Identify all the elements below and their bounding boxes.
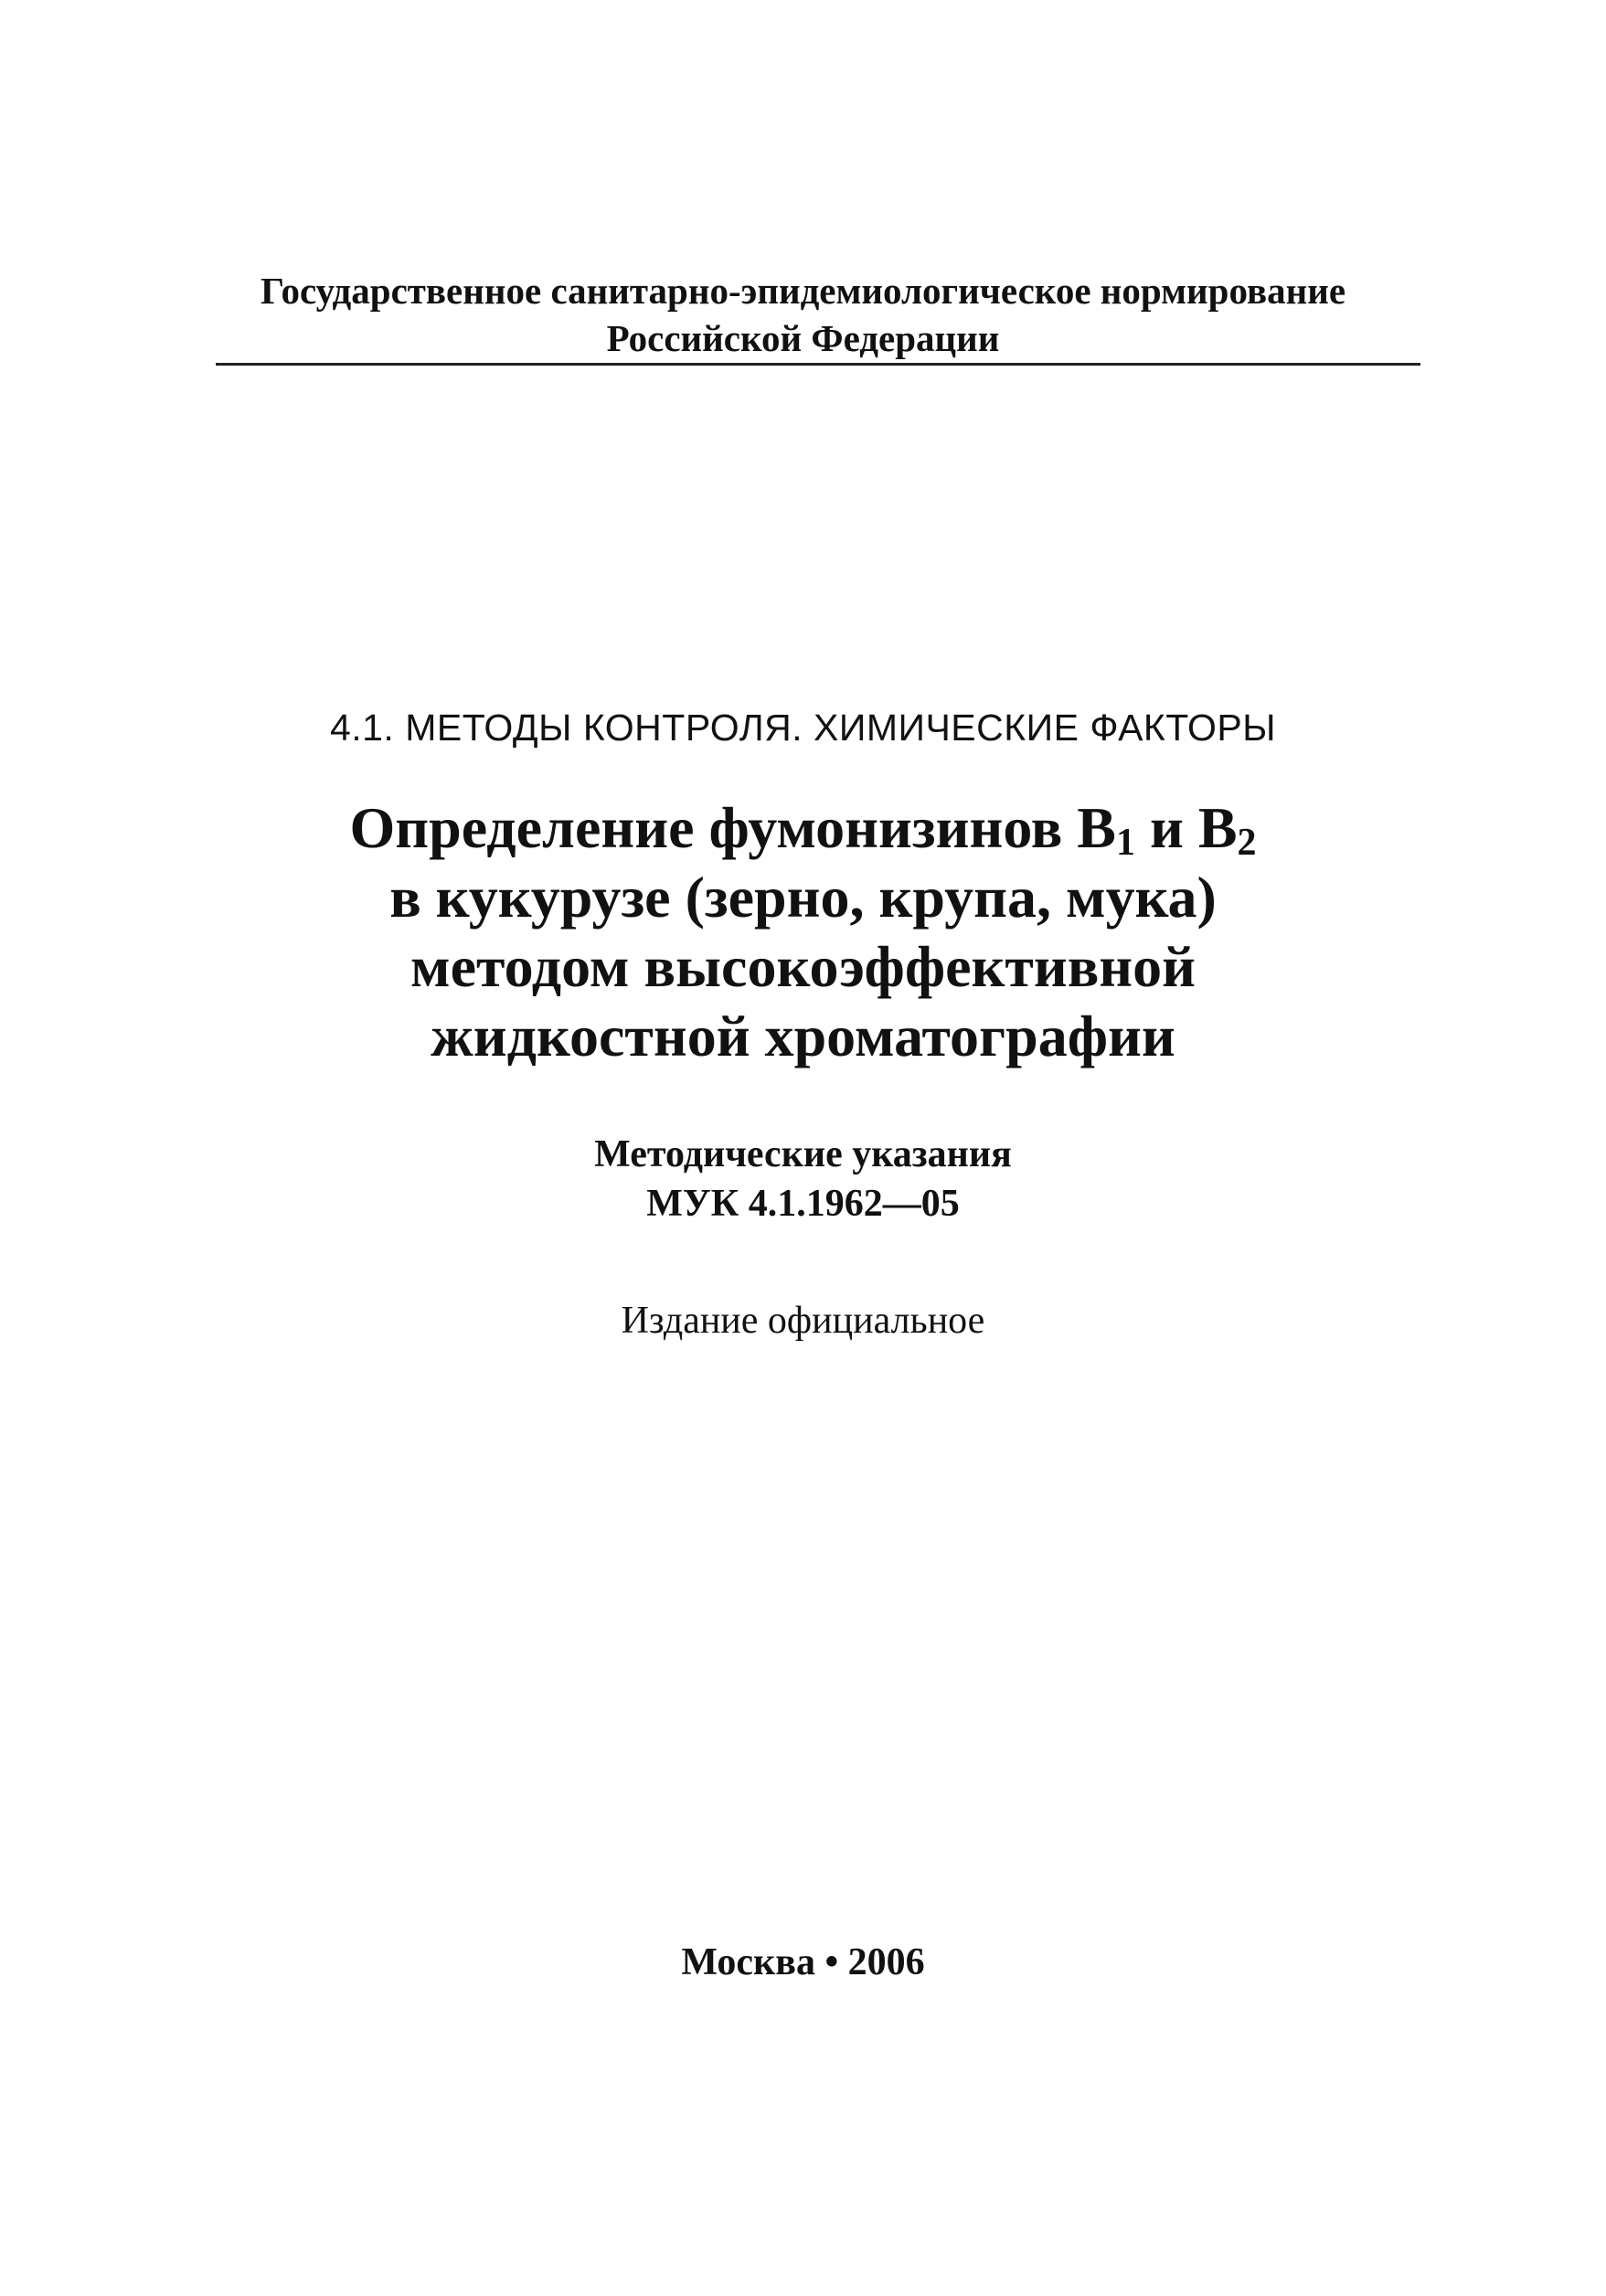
title-line-2: в кукурузе (зерно, крупа, мука) bbox=[389, 865, 1217, 930]
document-title bbox=[0, 793, 1606, 1071]
issuing-authority-header bbox=[0, 267, 1606, 362]
title-line-3: методом высокоэффективной bbox=[410, 934, 1196, 999]
title-subscript-1: 1 bbox=[1115, 822, 1135, 864]
title-line-1-mid: и В bbox=[1134, 795, 1238, 860]
series-heading: 4.1. МЕТОДЫ КОНТРОЛЯ. ХИМИЧЕСКИЕ ФАКТОРЫ bbox=[329, 707, 1277, 749]
document-code: МУК 4.1.1962—05 bbox=[646, 1183, 960, 1225]
header-line-1: Государственное санитарно-эпидемиологическое нормирование bbox=[260, 270, 1346, 312]
document-kind: Методические указания bbox=[594, 1133, 1012, 1175]
edition-note: Издание официальное bbox=[621, 1300, 985, 1342]
header-line-2: Российской Федерации bbox=[606, 317, 1000, 359]
header-divider bbox=[216, 363, 1420, 366]
imprint-city-year: Москва • 2006 bbox=[681, 1941, 925, 1983]
title-line-1-prefix: Определение фумонизинов В bbox=[349, 795, 1116, 860]
title-line-1 bbox=[0, 793, 1606, 863]
document-type bbox=[0, 1130, 1606, 1228]
title-line-4: жидкостной хроматографии bbox=[431, 1004, 1175, 1068]
title-subscript-2: 2 bbox=[1237, 822, 1257, 864]
